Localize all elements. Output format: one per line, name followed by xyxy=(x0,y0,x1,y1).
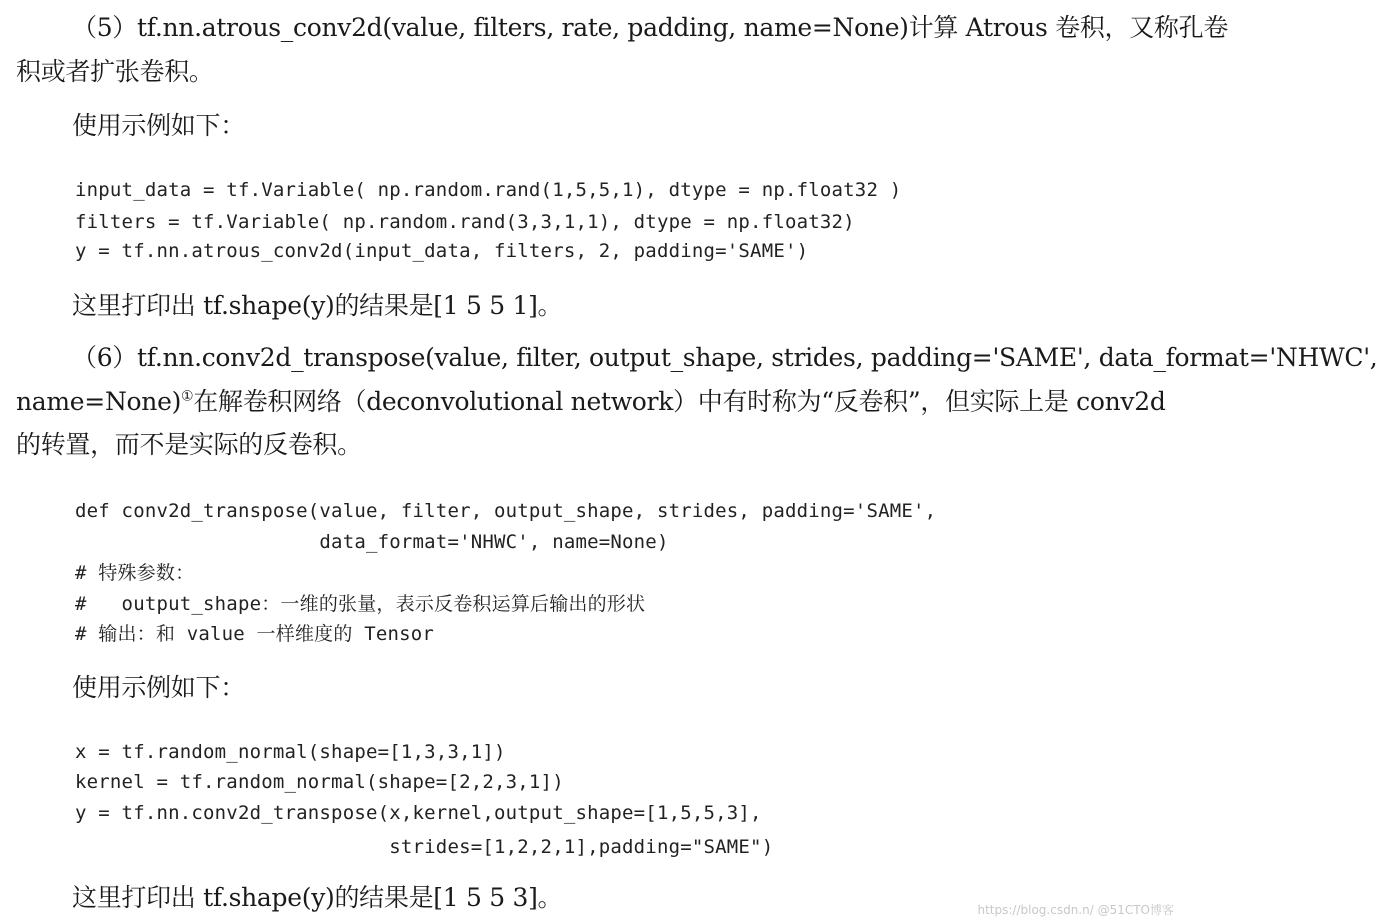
watermark: https://blog.csdn.n/ @51CTO博客 xyxy=(977,903,1174,917)
code-line: strides=[1,2,2,1],padding="SAME") xyxy=(75,836,774,858)
result-text-1: 这里打印出 tf.shape(y)的结果是[1 5 5 1]。 xyxy=(72,291,563,320)
code-comment-line: # 输出：和 value 一样维度的 Tensor xyxy=(75,623,435,645)
name-param-text: name=None) xyxy=(16,387,182,416)
code-line: x = tf.random_normal(shape=[1,3,3,1]) xyxy=(75,741,506,763)
section-6-heading-line3: 的转置，而不是实际的反卷积。 xyxy=(16,430,362,459)
section-6-heading-line2 xyxy=(16,380,1166,424)
section-6-heading-line1: （6）tf.nn.conv2d_transpose(value, filter, output_shape, strides, padding='SAME', data_format='NHWC', xyxy=(72,343,1377,372)
code-comment-line: # output_shape：一维的张量，表示反卷积运算后输出的形状 xyxy=(75,593,646,615)
section-5-heading-line1: （5）tf.nn.atrous_conv2d(value, filters, rate, padding, name=None)计算 Atrous 卷积，又称孔卷 xyxy=(72,13,1229,42)
result-text-2: 这里打印出 tf.shape(y)的结果是[1 5 5 3]。 xyxy=(72,883,563,912)
code-comment-line: # 特殊参数： xyxy=(75,562,195,584)
code-line: data_format='NHWC', name=None) xyxy=(75,531,669,553)
footnote-mark[interactable]: ① xyxy=(181,388,194,405)
code-line: filters = tf.Variable( np.random.rand(3,3,1,1), dtype = np.float32) xyxy=(75,211,855,233)
section-6-description: 在解卷积网络（deconvolutional network）中有时称为“反卷积”，但实际上是 conv2d xyxy=(193,387,1166,416)
section-5-heading-line2: 积或者扩张卷积。 xyxy=(16,57,214,86)
example-intro-2: 使用示例如下： xyxy=(72,673,245,702)
code-line: kernel = tf.random_normal(shape=[2,2,3,1]) xyxy=(75,771,564,793)
code-line: def conv2d_transpose(value, filter, output_shape, strides, padding='SAME', xyxy=(75,500,937,522)
example-intro-1: 使用示例如下： xyxy=(72,111,245,140)
code-line: input_data = tf.Variable( np.random.rand(1,5,5,1), dtype = np.float32 ) xyxy=(75,179,902,201)
code-line: y = tf.nn.conv2d_transpose(x,kernel,output_shape=[1,5,5,3], xyxy=(75,802,762,824)
code-line: y = tf.nn.atrous_conv2d(input_data, filters, 2, padding='SAME') xyxy=(75,240,809,262)
